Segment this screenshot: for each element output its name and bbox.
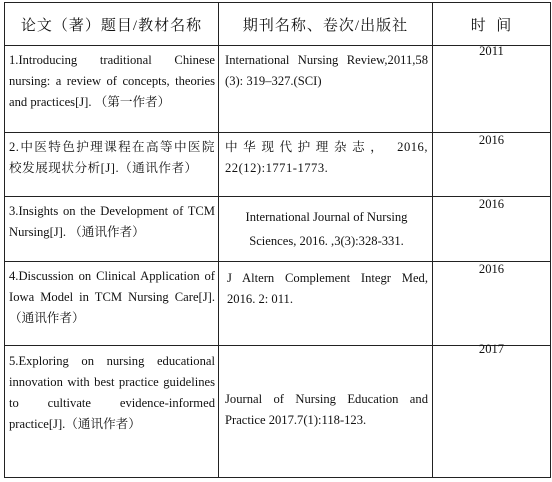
paper-title: 3.Insights on the Development of TCM Nursing[J]. （通讯作者）	[9, 204, 215, 239]
journal-cell	[219, 133, 433, 197]
year-value: 2016	[478, 133, 505, 147]
journal-info: J Altern Complement Integr Med, 2016. 2: 011.	[227, 271, 428, 306]
paper-title-cell	[5, 46, 219, 133]
table-row	[5, 262, 551, 346]
column-header-journal: 期刊名称、卷次/出版社	[219, 3, 433, 46]
journal-info: International Journal of Nursing Sciences, 2016. ,3(3):328-331.	[245, 210, 408, 248]
year-cell	[433, 46, 551, 133]
year-value: 2016	[478, 197, 505, 211]
year-cell	[433, 342, 551, 478]
table-row	[5, 197, 551, 262]
paper-title: 2.中医特色护理课程在高等中医院校发展现状分析[J].（通讯作者）	[9, 140, 215, 175]
journal-cell	[219, 197, 433, 262]
paper-title: 1.Introducing traditional Chinese nursing: a review of concepts, theories and practices[J]. （第一作者）	[9, 53, 215, 109]
table-row	[5, 46, 551, 133]
column-header-title: 论文（著）题目/教材名称	[5, 3, 219, 46]
journal-cell	[219, 46, 433, 133]
table-row	[5, 133, 551, 197]
journal-info: Journal of Nursing Education and Practice 2017.7(1):118-123.	[225, 391, 428, 427]
year-cell	[433, 133, 551, 197]
journal-cell	[219, 346, 433, 478]
paper-title: 5.Exploring on nursing educational innovation with best practice guidelines to cultivate evidence-informed practice[J].（通讯作者）	[9, 354, 215, 431]
publication-table	[4, 2, 551, 478]
year-value: 2011	[479, 44, 504, 58]
year-value: 2016	[478, 262, 505, 276]
paper-title-cell	[5, 197, 219, 262]
paper-title-cell	[5, 346, 219, 478]
table-header-row	[5, 3, 551, 46]
table-row	[5, 346, 551, 478]
journal-info: International Nursing Review,2011,58 (3): 319–327.(SCI)	[225, 53, 428, 88]
paper-title-cell	[5, 133, 219, 197]
year-cell	[433, 262, 551, 346]
year-cell	[433, 197, 551, 262]
year-value: 2017	[478, 342, 505, 356]
paper-title: 4.Discussion on Clinical Application of Iowa Model in TCM Nursing Care[J].（通讯作者）	[9, 269, 215, 325]
paper-title-cell	[5, 262, 219, 346]
journal-info: 中华现代护理杂志， 2016, 22(12):1771-1773.	[225, 140, 428, 175]
column-header-year: 时 间	[433, 3, 551, 46]
journal-cell	[219, 262, 433, 346]
